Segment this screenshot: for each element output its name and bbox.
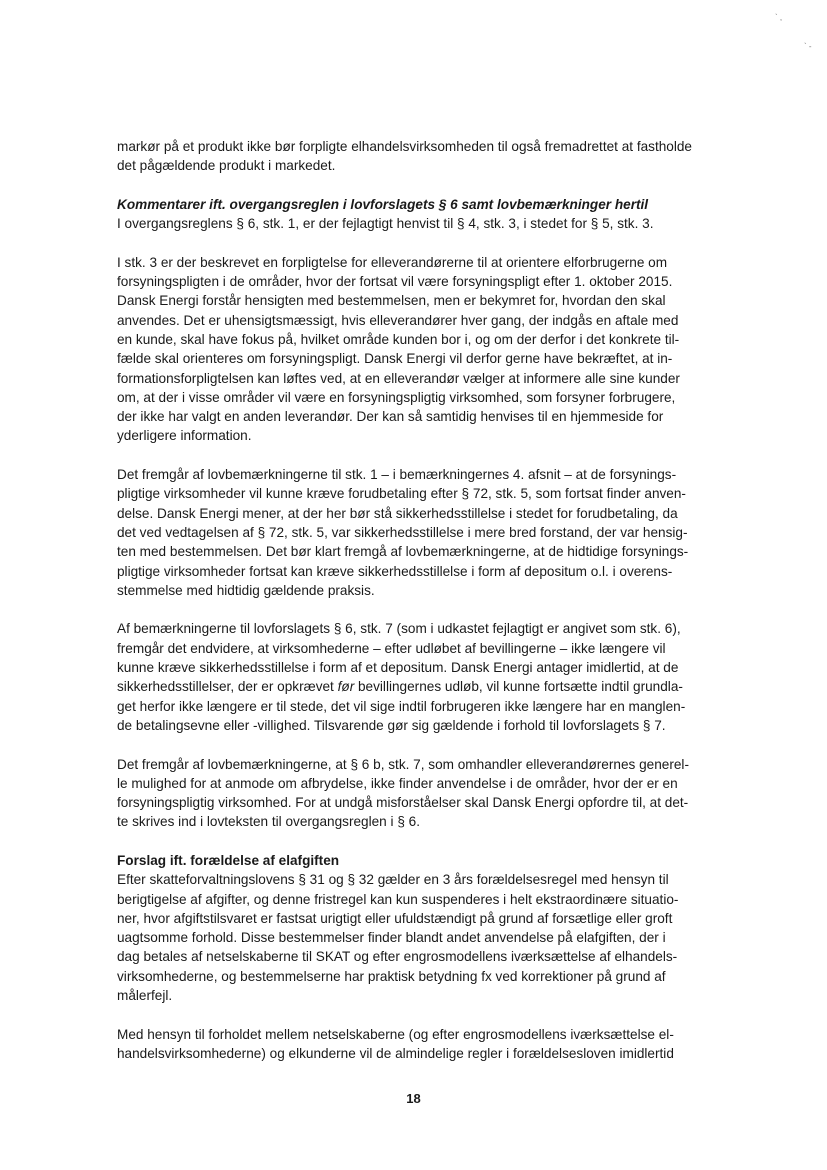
- text-line: Dansk Energi forstår hensigten med bestemmelsen, men er bekymret for, hvordan den skal: [117, 293, 666, 309]
- text-line: uagtsomme forhold. Disse bestemmelser finder blandt andet anvendelse på elafgiften, der i: [117, 930, 666, 946]
- section-heading: Kommentarer ift. overgangsreglen i lovforslagets § 6 samt lovbemærkninger hertil: [117, 196, 649, 212]
- text-line: kunne kræve sikkerhedsstillelse i form af et depositum. Dansk Energi antager imidlertid, at de: [117, 660, 679, 676]
- page-number: 18: [406, 1091, 421, 1106]
- text-line: handelsvirksomhederne) og elkunderne vil de almindelige regler i forældelsesloven imidlertid: [117, 1045, 674, 1061]
- text-line: berigtigelse af afgifter, og denne fristregel kan kun suspenderes i helt ekstraordinære situatio-: [117, 891, 679, 907]
- text-line: Af bemærkningerne til lovforslagets § 6, stk. 7 (som i udkastet fejlagtigt er angivet som stk. 6),: [117, 621, 681, 637]
- paragraph-disconnection: [117, 755, 727, 832]
- text-line: virksomhederne, og bestemmelserne har praktisk betydning fx ved korrektioner på grund af: [117, 968, 666, 984]
- paragraph-deposit: [117, 619, 727, 735]
- text-line: det pågældende produkt i markedet.: [117, 158, 336, 174]
- text-line: om, at der i visse områder vil være en forsyningspligtig virksomhed, som forsyner forbrugere,: [117, 389, 676, 405]
- intro-paragraph: [117, 137, 727, 176]
- emphasized-word: før: [337, 679, 355, 695]
- paragraph-information-duty: [117, 253, 727, 446]
- text-line: stemmelse med hidtidig gældende praksis.: [117, 582, 375, 598]
- text-fragment: bevillingernes udløb, vil kunne fortsætte indtil grundla-: [354, 679, 683, 695]
- text-line: dag betales af netselskaberne til SKAT og efter engrosmodellens iværksættelse af elhandels-: [117, 949, 678, 965]
- text-line: fælde skal orienteres om forsyningspligt. Dansk Energi vil derfor gerne have bekræftet, at in-: [117, 351, 673, 367]
- text-line: en kunde, skal have fokus på, hvilket område kunden bor i, og om der derfor i det konkrete til-: [117, 331, 680, 347]
- scan-artifact: ` -: [804, 42, 812, 51]
- text-line: te skrives ind i lovteksten til overgangsreglen i § 6.: [117, 814, 420, 830]
- text-line: Efter skatteforvaltningslovens § 31 og § 32 gælder en 3 års forældelsesregel med hensyn til: [117, 872, 669, 888]
- text-line: de betalingsevne eller -villighed. Tilsvarende gør sig gældende i forhold til lovforslagets § 7.: [117, 717, 666, 733]
- paragraph-prepayment: [117, 465, 727, 600]
- text-line: pligtige virksomheder fortsat kan kræve sikkerhedsstillelse i form af depositum o.l. i overens-: [117, 563, 673, 579]
- text-line: det ved vedtagelsen af § 72, stk. 5, var sikkerhedsstillelse i mere bred forstand, der var hensig-: [117, 524, 688, 540]
- letter-body: [117, 137, 727, 1063]
- section-transition-rule: [117, 195, 727, 234]
- scan-artifact: ` ,: [775, 13, 783, 22]
- text-line: anvendes. Det er uhensigtsmæssigt, hvis elleverandører hver gang, der indgås en aftale med: [117, 312, 679, 328]
- text-line: Det fremgår af lovbemærkningerne til stk. 1 – i bemærkningernes 4. afsnit – at de forsynings-: [117, 467, 677, 483]
- text-line: markør på et produkt ikke bør forpligte elhandelsvirksomheden til også fremadrettet at fastholde: [117, 139, 692, 154]
- section-electricity-tax: [117, 851, 727, 1005]
- text-line: Det fremgår af lovbemærkningerne, at § 6 b, stk. 7, som omhandler elleverandørernes generel-: [117, 756, 689, 772]
- section-heading: Forslag ift. forældelse af elafgiften: [117, 852, 340, 868]
- text-line: I overgangsreglens § 6, stk. 1, er der fejlagtigt henvist til § 4, stk. 3, i stedet for § 5, stk. 3.: [117, 216, 654, 232]
- text-line: ner, hvor afgiftstilsvaret er fastsat urigtigt eller ufuldstændigt på grund af forsætlige eller groft: [117, 910, 673, 926]
- paragraph-limitation-act: [117, 1025, 727, 1064]
- text-line: pligtige virksomheder vil kunne kræve forudbetaling efter § 72, stk. 5, som fortsat finder anven-: [117, 486, 686, 502]
- text-line: ten med bestemmelsen. Det bør klart fremgå af lovbemærkningerne, at de hidtidige forsynings-: [117, 544, 689, 560]
- text-line: målerfejl.: [117, 988, 173, 1004]
- text-line: yderligere information.: [117, 428, 252, 444]
- text-line: Med hensyn til forholdet mellem netselskaberne (og efter engrosmodellens iværksættelse el-: [117, 1026, 674, 1042]
- text-line: der ikke har valgt en anden leverandør. Der kan så samtidig henvises til en hjemmeside for: [117, 409, 664, 425]
- text-line: le mulighed for at anmode om afbrydelse, ikke finder anvendelse i de områder, hvor der er en: [117, 775, 678, 791]
- text-line: get herfor ikke længere er til stede, det vil sige indtil forbrugeren ikke længere har en manglen-: [117, 698, 686, 714]
- text-line: [117, 677, 727, 696]
- text-fragment: sikkerhedsstillelser, der er opkrævet: [117, 679, 338, 695]
- text-line: I stk. 3 er der beskrevet en forpligtelse for elleverandørerne til at orientere elforbrugerne om: [117, 254, 668, 270]
- text-line: delse. Dansk Energi mener, at der her bør stå sikkerhedsstillelse i stedet for forudbetaling, da: [117, 505, 678, 521]
- text-line: forsyningspligtig virksomhed. For at undgå misforståelser skal Dansk Energi opfordre til, at det-: [117, 795, 689, 811]
- text-line: formationsforpligtelsen kan løftes ved, at en elleverandør vælger at informere alle sine kunder: [117, 370, 680, 386]
- text-line: forsyningspligten i de områder, hvor der fortsat vil være forsyningspligt efter 1. oktober 2015.: [117, 274, 673, 290]
- text-line: fremgår det endvidere, at virksomhederne – efter udløbet af bevillingerne – ikke længere vil: [117, 640, 666, 656]
